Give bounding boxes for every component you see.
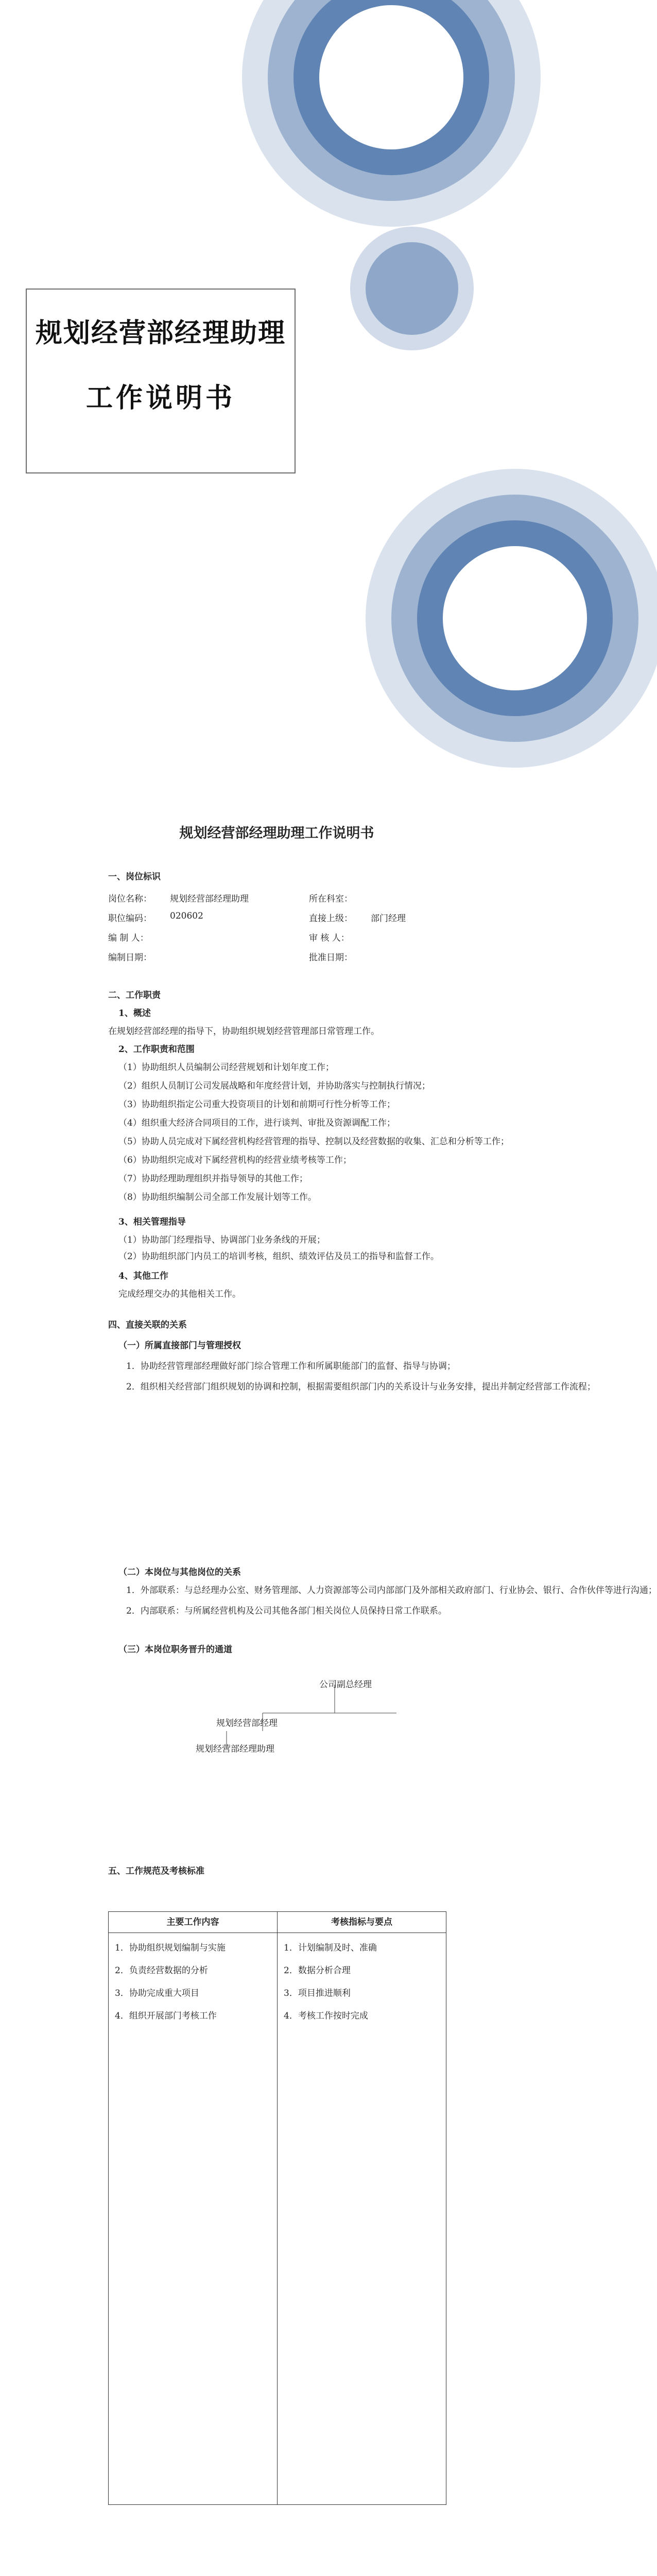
overview-item: （3）协助组织指定公司重大投资项目的计划和前期可行性分析等工作； bbox=[118, 1099, 395, 1110]
relations-sub3: （三）本岗位职务晋升的通道 bbox=[118, 1645, 232, 1655]
standards-col2 bbox=[284, 1940, 441, 2504]
overview-item: （2）组织人员制订公司发展战略和年度经营计划，并协助落实与控制执行情况； bbox=[118, 1081, 430, 1091]
overview-item: （7）协助经理助理组织并指导领导的其他工作； bbox=[118, 1174, 308, 1184]
basic-info-cell: 编 制 人： bbox=[108, 933, 149, 943]
promotion-bottom: 规划经营部经理助理 bbox=[196, 1744, 274, 1754]
relation-item2: 2．内部联系：与所属经营机构及公司其他各部门相关岗位人员保持日常工作联系。 bbox=[126, 1606, 447, 1616]
cover-title-line2: 工作说明书 bbox=[85, 382, 235, 414]
guide-item: （1）协助部门经理指导、协调部门业务条线的开展； bbox=[118, 1235, 325, 1245]
promotion-mid: 规划经营部经理 bbox=[216, 1718, 278, 1728]
relations-heading: 四、直接关联的关系 bbox=[108, 1320, 187, 1330]
relations-sub1: （一）所属直接部门与管理授权 bbox=[118, 1341, 241, 1351]
standards-table bbox=[108, 1911, 446, 2505]
overview-sub2: 2、工作职责和范围 bbox=[118, 1044, 195, 1055]
standards-col2-item: 1．计划编制及时、准确 bbox=[284, 1943, 377, 1953]
standards-col1 bbox=[115, 1940, 272, 2504]
relation-item: 2．组织相关经营部门组织规划的协调和控制，根据需要组织部门内的关系设计与业务安排，提出并制定经营部工作流程； bbox=[126, 1382, 596, 1392]
promotion-chart bbox=[108, 1664, 448, 1767]
basic-info-cell: 部门经理 bbox=[371, 913, 406, 924]
doc-title: 规划经营部经理助理工作说明书 bbox=[179, 825, 374, 841]
overview-item: （4）组织重大经济合同项目的工作，进行谈判、审批及资源调配工作； bbox=[118, 1118, 395, 1128]
relations-sub2: （二）本岗位与其他岗位的关系 bbox=[118, 1567, 241, 1578]
standards-col1-item: 2．负责经营数据的分析 bbox=[115, 1965, 208, 1976]
basic-info-heading: 一、岗位标识 bbox=[108, 872, 161, 882]
standards-heading: 五、工作规范及考核标准 bbox=[108, 1866, 204, 1876]
basic-info-cell: 所在科室： bbox=[309, 894, 353, 904]
standards-col2-item: 2．数据分析合理 bbox=[284, 1965, 351, 1976]
basic-info-cell: 编制日期： bbox=[108, 953, 152, 963]
relation-item2: 1．外部联系：与总经理办公室、财务管理部、人力资源部等公司内部部门及外部相关政府部门、行业协会、银行、合作伙伴等进行沟通； bbox=[126, 1585, 657, 1596]
overview-item: （6）协助组织完成对下属经营机构的经营业绩考核等工作； bbox=[118, 1155, 352, 1165]
overview-item: （8）协助组织编制公司全部工作发展计划等工作。 bbox=[118, 1192, 317, 1202]
promotion-top: 公司副总经理 bbox=[319, 1680, 372, 1690]
overview-sub1: 1、概述 bbox=[118, 1008, 151, 1019]
overview-item: （1）协助组织人员编制公司经营规划和计划年度工作； bbox=[118, 1062, 334, 1073]
guide-item: （2）协助组织部门内员工的培训考核，组织、绩效评估及员工的指导和监督工作。 bbox=[118, 1251, 439, 1262]
basic-info-cell: 020602 bbox=[170, 911, 203, 921]
basic-info-cell: 批准日期： bbox=[309, 953, 353, 963]
overview-sub4: 4、其他工作 bbox=[118, 1271, 168, 1281]
basic-info-cell: 直接上级： bbox=[309, 913, 353, 924]
overview-item: （5）协助人员完成对下属经营机构经营管理的指导、控制以及经营数据的收集、汇总和分析等工作； bbox=[118, 1137, 509, 1147]
standards-col1-item: 4．组织开展部门考核工作 bbox=[115, 2011, 217, 2021]
standards-col2-head: 考核指标与要点 bbox=[331, 1917, 392, 1927]
standards-col1-item: 1．协助组织规划编制与实施 bbox=[115, 1943, 226, 1953]
overview-other: 完成经理交办的其他相关工作。 bbox=[118, 1289, 241, 1299]
basic-info-cell: 职位编码： bbox=[108, 913, 152, 924]
cover-title-box bbox=[26, 289, 296, 473]
cover-title-line1: 规划经营部经理助理 bbox=[35, 317, 286, 349]
overview-heading: 二、工作职责 bbox=[108, 990, 161, 1001]
standards-col1-head: 主要工作内容 bbox=[166, 1917, 219, 1927]
overview-summary: 在规划经营部经理的指导下，协助组织规划经营管理部日常管理工作。 bbox=[108, 1026, 379, 1037]
overview-sub3: 3、相关管理指导 bbox=[118, 1217, 186, 1227]
basic-info-cell: 岗位名称： bbox=[108, 894, 152, 904]
standards-col2-item: 4．考核工作按时完成 bbox=[284, 2011, 368, 2021]
basic-info-cell: 审 核 人： bbox=[309, 933, 350, 943]
relation-item: 1．协助经营管理部经理做好部门综合管理工作和所属职能部门的监督、指导与协调； bbox=[126, 1361, 456, 1371]
standards-col2-item: 3．项目推进顺利 bbox=[284, 1988, 351, 1998]
basic-info-cell: 规划经营部经理助理 bbox=[170, 894, 249, 904]
standards-col1-item: 3．协助完成重大项目 bbox=[115, 1988, 199, 1998]
